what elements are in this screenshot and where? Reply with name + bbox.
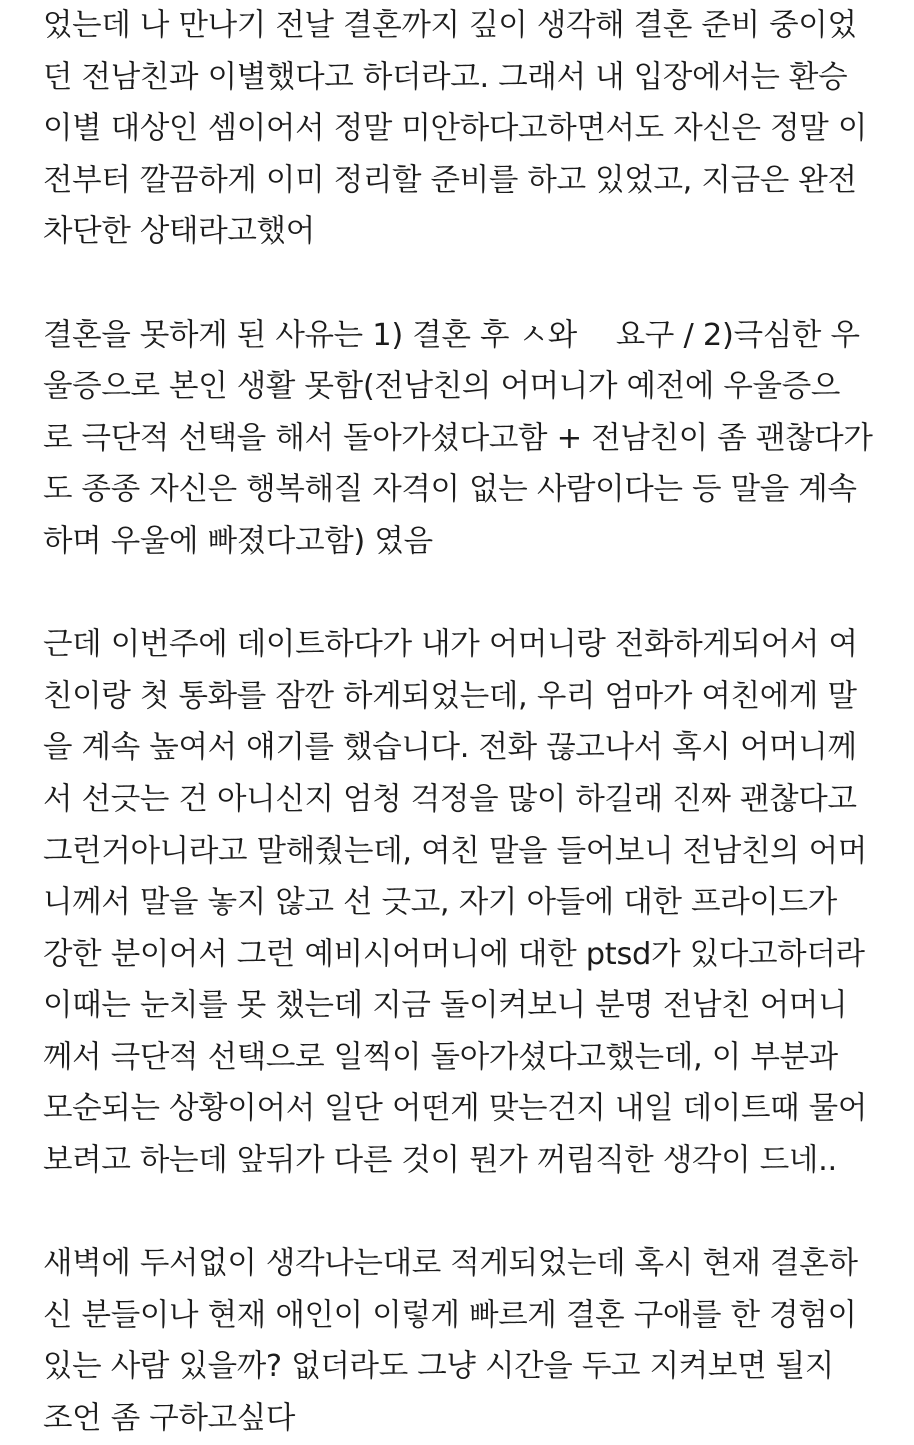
text-line: 신 분들이나 현재 애인이 이렇게 빠르게 결혼 구애를 한 경험이 xyxy=(43,1297,857,1333)
paragraph-3 xyxy=(43,619,903,1187)
text-line: 하며 우울에 빠졌다고함) 였음 xyxy=(43,523,433,559)
text-line: 조언 좀 구하고싶다 xyxy=(43,1401,296,1437)
paragraph-2 xyxy=(43,310,903,568)
text-line: 던 전남친과 이별했다고 하더라고. 그래서 내 입장에서는 환승 xyxy=(43,59,848,95)
paragraph-spacer xyxy=(43,568,903,620)
text-line: 을 계속 높여서 얘기를 했습니다. 전화 끊고나서 혹시 어머니께 xyxy=(43,730,857,766)
text-line: 강한 분이어서 그런 예비시어머니에 대한 ptsd가 있다고하더라 xyxy=(43,936,865,972)
text-line: 이때는 눈치를 못 챘는데 지금 돌이켜보니 분명 전남친 어머니 xyxy=(43,988,848,1024)
text-line: 었는데 나 만나기 전날 결혼까지 깊이 생각해 결혼 준비 중이었 xyxy=(43,8,857,43)
paragraph-4 xyxy=(43,1238,903,1444)
post-body xyxy=(43,0,903,1445)
text-line: 있는 사람 있을까? 없더라도 그냥 시간을 두고 지켜보면 될지 xyxy=(43,1349,834,1385)
text-line: 그런거아니라고 말해줬는데, 여친 말을 들어보니 전남친의 어머 xyxy=(43,833,868,869)
paragraph-spacer xyxy=(43,1187,903,1239)
text-line: 전부터 깔끔하게 이미 정리할 준비를 하고 있었고, 지금은 완전 xyxy=(43,162,857,198)
text-line: 서 선긋는 건 아니신지 엄청 걱정을 많이 하길래 진짜 괜찮다고 xyxy=(43,781,857,817)
text-line: 니께서 말을 놓지 않고 선 긋고, 자기 아들에 대한 프라이드가 xyxy=(43,885,837,921)
text-line: 차단한 상태라고했어 xyxy=(43,214,315,250)
text-line: 모순되는 상황이어서 일단 어떤게 맞는건지 내일 데이트때 물어 xyxy=(43,1091,868,1127)
text-line: 로 극단적 선택을 해서 돌아가셨다고함 + 전남친이 좀 괜찮다가 xyxy=(43,420,873,456)
text-line: 새벽에 두서없이 생각나는대로 적게되었는데 혹시 현재 결혼하 xyxy=(43,1246,858,1282)
paragraph-spacer xyxy=(43,258,903,310)
text-line: 이별 대상인 셈이어서 정말 미안하다고하면서도 자신은 정말 이 xyxy=(43,111,868,147)
text-line: 친이랑 첫 통화를 잠깐 하게되었는데, 우리 엄마가 여친에게 말 xyxy=(43,678,857,714)
text-line: 도 종종 자신은 행복해질 자격이 없는 사람이다는 등 말을 계속 xyxy=(43,472,857,508)
text-line: 결혼을 못하게 된 사유는 1) 결혼 후 ㅅ와ᅟ 요구 / 2)극심한 우 xyxy=(43,317,860,353)
text-line: 보려고 하는데 앞뒤가 다른 것이 뭔가 꺼림직한 생각이 드네.. xyxy=(43,1143,837,1179)
text-line: 울증으로 본인 생활 못함(전남친의 어머니가 예전에 우울증으 xyxy=(43,369,841,405)
text-line: 께서 극단적 선택으로 일찍이 돌아가셨다고했는데, 이 부분과 xyxy=(43,1039,838,1075)
text-line: 근데 이번주에 데이트하다가 내가 어머니랑 전화하게되어서 여 xyxy=(43,627,858,663)
paragraph-1 xyxy=(43,0,903,258)
